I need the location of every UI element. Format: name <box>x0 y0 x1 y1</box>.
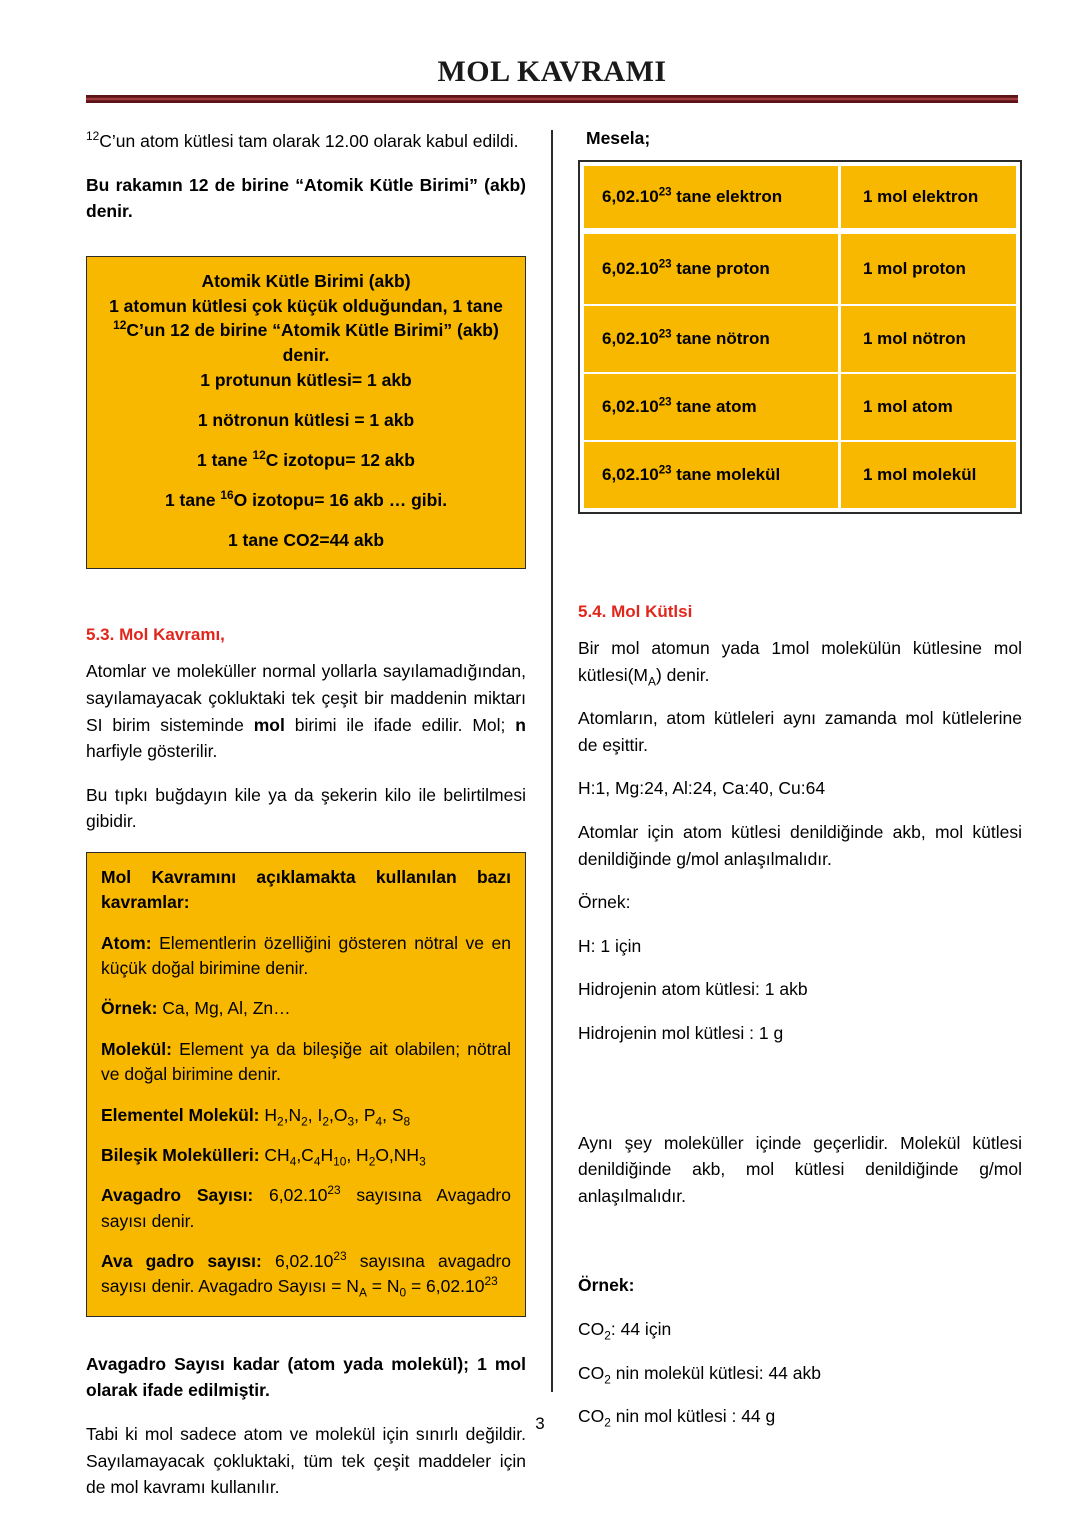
table-cell-quantity <box>584 374 838 440</box>
table-row <box>584 442 1016 508</box>
co2-molecular-mass-line <box>578 1360 1022 1387</box>
quantity-value <box>602 259 770 279</box>
table-row <box>584 234 1016 304</box>
left-column <box>86 128 526 1518</box>
subscript-4: 4 <box>375 1114 383 1129</box>
oxygen-16-superscript: 16 <box>220 487 234 502</box>
avagadro2-text-d: = 6,02.10 <box>406 1276 485 1297</box>
quantity-suffix: tane proton <box>671 259 770 278</box>
avagadro2-text-a: 6,02.10 <box>261 1251 334 1272</box>
quantity-suffix: tane atom <box>671 397 757 416</box>
akb-box-carbon-isotope <box>101 448 511 473</box>
exponent-23: 23 <box>327 1183 341 1198</box>
subscript-3: 3 <box>419 1154 426 1169</box>
co2-line-suffix: : 44 için <box>610 1318 672 1339</box>
concept-avagadro-sayisi-2 <box>101 1249 511 1300</box>
ornek-label-1: Örnek: <box>578 892 631 913</box>
subscript-10: 10 <box>333 1154 347 1169</box>
hydrogen-atomic-mass-line: Hidrojenin atom kütlesi: 1 akb <box>578 979 808 1000</box>
paragraph-bold-n: n <box>515 714 526 735</box>
exponent-23: 23 <box>484 1274 498 1289</box>
exponent-23: 23 <box>333 1249 347 1264</box>
subscript-2: 2 <box>301 1114 308 1129</box>
mol-kutlesi-paragraph-2: Atomların, atom kütleleri aynı zamanda mol kütlelerine de eşittir. <box>578 708 1022 755</box>
akb-box-oxygen-isotope-prefix: 1 tane <box>164 489 221 510</box>
mol-kavrami-paragraph-2: Bu tıpkı buğdayın kile ya da şekerin kilo ile belirtilmesi gibidir. <box>86 784 526 832</box>
akb-box-oxygen-isotope <box>101 488 511 513</box>
subscript-2: 2 <box>604 1328 611 1343</box>
intro-paragraph <box>86 128 526 155</box>
paragraph-part-a: Atomlar ve moleküller normal yollarla sayılamadığından, sayılamayacak çokluktaki tek çeşit bir maddenin miktarı SI birim sisteminde <box>86 661 526 735</box>
avagadro2-text-c: = N <box>366 1276 400 1297</box>
page-title: MOL KAVRAMI <box>437 55 667 88</box>
mol-concepts-box <box>86 852 526 1317</box>
akb-box-line-3-text: C’un 12 de birine “Atomik Kütle Birimi” (akb) <box>126 320 499 341</box>
page-header <box>86 55 1018 103</box>
quantity-prefix: 6,02.10 <box>602 187 659 206</box>
subscript-A: A <box>648 674 656 689</box>
akb-box-line-4: denir. <box>282 345 330 366</box>
concept-atom-text: Elementlerin özelliğini gösteren nötral ve en küçük doğal birimine denir. <box>101 932 511 979</box>
closing-paragraph: Tabi ki mol sadece atom ve molekül için sınırlı değildir. Sayılamayacak çokluktaki, tüm tek çeşit maddeler için de mol kavramı kullanılır. <box>86 1424 526 1498</box>
exponent-23: 23 <box>658 464 672 477</box>
concept-atom <box>101 931 511 982</box>
header-rule-highlight <box>86 98 1018 100</box>
co2-formula-prefix: CO <box>578 1318 605 1339</box>
subscript-2: 2 <box>368 1154 376 1169</box>
akb-box-neutron-mass: 1 nötronun kütlesi = 1 akb <box>197 410 415 430</box>
table-cell-mol: 1 mol elektron <box>841 166 1016 228</box>
subscript-4: 4 <box>313 1154 321 1169</box>
spacer <box>86 242 526 256</box>
spacer <box>578 1064 1022 1130</box>
mol-kutlesi-paragraph-4: Aynı şey moleküller içinde geçerlidir. Molekül kütlesi denildiğinde akb, mol kütlesi denildiğinde g/mol anlaşılmalıdır. <box>578 1132 1022 1206</box>
quantity-suffix: tane molekül <box>671 465 781 484</box>
subscript-8: 8 <box>403 1114 411 1129</box>
subscript-3: 3 <box>347 1114 355 1129</box>
subscript-4: 4 <box>289 1154 297 1169</box>
avagadro-text-b: sayısına Avagadro sayısı denir. <box>101 1185 511 1231</box>
concepts-box-heading: Mol Kavramını açıklamakta kullanılan bazı kavramlar: <box>101 866 511 913</box>
quantity-value <box>602 465 780 485</box>
concept-bilesik-label: Bileşik Molekülleri: <box>101 1144 260 1165</box>
akb-box-line-2: 1 atomun kütlesi çok küçük olduğundan, 1 tane <box>109 295 503 316</box>
avagadro-text-a: 6,02.10 <box>253 1185 328 1206</box>
quantity-suffix: tane nötron <box>671 329 770 348</box>
quantity-prefix: 6,02.10 <box>602 465 659 484</box>
concept-avagadro-sayisi-1 <box>101 1183 511 1234</box>
co2-molar-mass-suffix: nin mol kütlesi : 44 g <box>610 1406 776 1427</box>
concept-avagadro-label-2: Ava gadro sayısı: <box>101 1251 262 1272</box>
concept-atom-label: Atom: <box>101 932 152 953</box>
akb-box-co2-mass: 1 tane CO2=44 akb <box>227 529 385 550</box>
table-cell-mol: 1 mol atom <box>841 374 1016 440</box>
table-cell-quantity <box>584 166 838 228</box>
table-row <box>584 166 1016 228</box>
section-heading-5-3: 5.3. Mol Kavramı, <box>86 625 225 645</box>
subscript-0: 0 <box>399 1285 407 1300</box>
paragraph-part-b: birimi ile ifade edilir. Mol; <box>284 714 516 735</box>
atomic-masses-line: H:1, Mg:24, Al:24, Ca:40, Cu:64 <box>578 778 826 799</box>
ornek-label-2: Örnek: <box>578 1275 635 1296</box>
paragraph-part-b: ) denir. <box>655 664 710 685</box>
concept-elementel-label: Elementel Molekül: <box>101 1104 260 1125</box>
exponent-23: 23 <box>658 328 672 341</box>
mol-kutlesi-paragraph-1 <box>578 635 1022 688</box>
subscript-A: A <box>358 1285 367 1300</box>
carbon-12-superscript: 12 <box>86 129 100 144</box>
co2-formula-prefix: CO <box>578 1406 605 1427</box>
concept-molekul-label: Molekül: <box>101 1038 172 1059</box>
mol-kutlesi-paragraph-3: Atomlar için atom kütlesi denildiğinde akb, mol kütlesi denildiğinde g/mol anlaşılmalıdır. <box>578 821 1022 869</box>
table-row <box>584 306 1016 372</box>
mesela-label: Mesela; <box>586 128 651 148</box>
akb-box-carbon-isotope-prefix: 1 tane <box>197 449 253 470</box>
carbon-12-superscript: 12 <box>113 318 127 333</box>
spacer <box>578 514 1022 570</box>
concept-ornek <box>101 996 511 1021</box>
intro-paragraph-text: C’un atom kütlesi tam olarak 12.00 olarak kabul edildi. <box>99 131 519 151</box>
concept-molekul-text: Element ya da bileşiğe ait olabilen; nötral ve doğal birimine denir. <box>101 1038 511 1085</box>
closing-bold-statement: Avagadro Sayısı kadar (atom yada molekül); 1 mol olarak ifade edilmiştir. <box>86 1353 526 1401</box>
section-heading-5-4: 5.4. Mol Kütlsi <box>578 602 693 621</box>
akb-box-line-3 <box>101 318 511 343</box>
subscript-2: 2 <box>604 1415 611 1430</box>
concept-elementel-formulas: $H_2,N_2$, $I_2,O_3$, $P_4$, $S_8$ <box>264 1104 411 1129</box>
column-divider <box>551 130 553 1392</box>
concept-bilesik-molekul <box>101 1143 511 1168</box>
quantity-value <box>602 329 770 349</box>
concept-elementel-molekul <box>101 1103 511 1128</box>
quantity-prefix: 6,02.10 <box>602 329 659 348</box>
right-column <box>578 128 1022 1447</box>
spacer <box>578 570 1022 602</box>
table-cell-quantity <box>584 442 838 508</box>
quantity-prefix: 6,02.10 <box>602 397 659 416</box>
page-number: 3 <box>535 1414 545 1433</box>
quantity-suffix: tane elektron <box>671 187 783 206</box>
concept-ornek-text: Ca, Mg, Al, Zn… <box>157 998 291 1019</box>
akb-definition-box <box>86 256 526 570</box>
concept-avagadro-label-1: Avagadro Sayısı: <box>101 1185 254 1206</box>
mol-kavrami-paragraph-1 <box>86 658 526 764</box>
akb-box-proton-mass: 1 protunun kütlesi= 1 akb <box>200 370 412 391</box>
paragraph-part-a: Bir mol atomun yada 1mol molekülün kütlesine mol kütlesi(M <box>578 638 1022 685</box>
exponent-23: 23 <box>658 396 672 409</box>
table-cell-mol: 1 mol molekül <box>841 442 1016 508</box>
co2-line <box>578 1316 1022 1343</box>
quantity-prefix: 6,02.10 <box>602 259 659 278</box>
exponent-23: 23 <box>658 186 672 199</box>
concept-ornek-label: Örnek: <box>101 998 158 1019</box>
co2-formula-prefix: CO <box>578 1362 605 1383</box>
table-row <box>584 374 1016 440</box>
concept-bilesik-formulas: $CH_4,C_4H_{10}$, $H_2O,NH_3$ <box>264 1144 426 1169</box>
carbon-12-superscript: 12 <box>252 448 266 463</box>
akb-box-oxygen-isotope-suffix: O izotopu= 16 akb … gibi. <box>233 489 448 510</box>
co2-molecular-mass-suffix: nin molekül kütlesi: 44 akb <box>610 1362 821 1383</box>
table-cell-mol: 1 mol nötron <box>841 306 1016 372</box>
mol-equivalence-table <box>578 160 1022 514</box>
table-cell-quantity <box>584 234 838 304</box>
header-rule <box>86 95 1018 103</box>
spacer <box>86 1317 526 1351</box>
hydrogen-line: H: 1 için <box>578 935 642 956</box>
spacer <box>578 1226 1022 1272</box>
quantity-value <box>602 187 782 207</box>
hydrogen-molar-mass-line: Hidrojenin mol kütlesi : 1 g <box>578 1022 784 1043</box>
subscript-2: 2 <box>604 1372 611 1386</box>
paragraph-part-c: harfiyle gösterilir. <box>86 741 218 762</box>
concept-molekul <box>101 1037 511 1088</box>
exponent-23: 23 <box>658 258 672 271</box>
akb-box-carbon-isotope-suffix: C izotopu= 12 akb <box>265 449 415 470</box>
akb-box-heading: Atomik Kütle Birimi (akb) <box>201 270 411 291</box>
avagadro2-text-b: sayısına avagadro sayısı denir. Avagadro Sayısı = N <box>101 1251 512 1297</box>
bold-statement: Bu rakamın 12 de birine “Atomik Kütle Birimi” (akb) denir. <box>86 174 526 222</box>
table-cell-quantity <box>584 306 838 372</box>
paragraph-bold-mol: mol <box>253 714 285 735</box>
subscript-2: 2 <box>277 1114 284 1129</box>
quantity-value <box>602 397 757 417</box>
table-cell-mol: 1 mol proton <box>841 234 1016 304</box>
spacer <box>86 591 526 625</box>
subscript-2: 2 <box>322 1114 329 1129</box>
